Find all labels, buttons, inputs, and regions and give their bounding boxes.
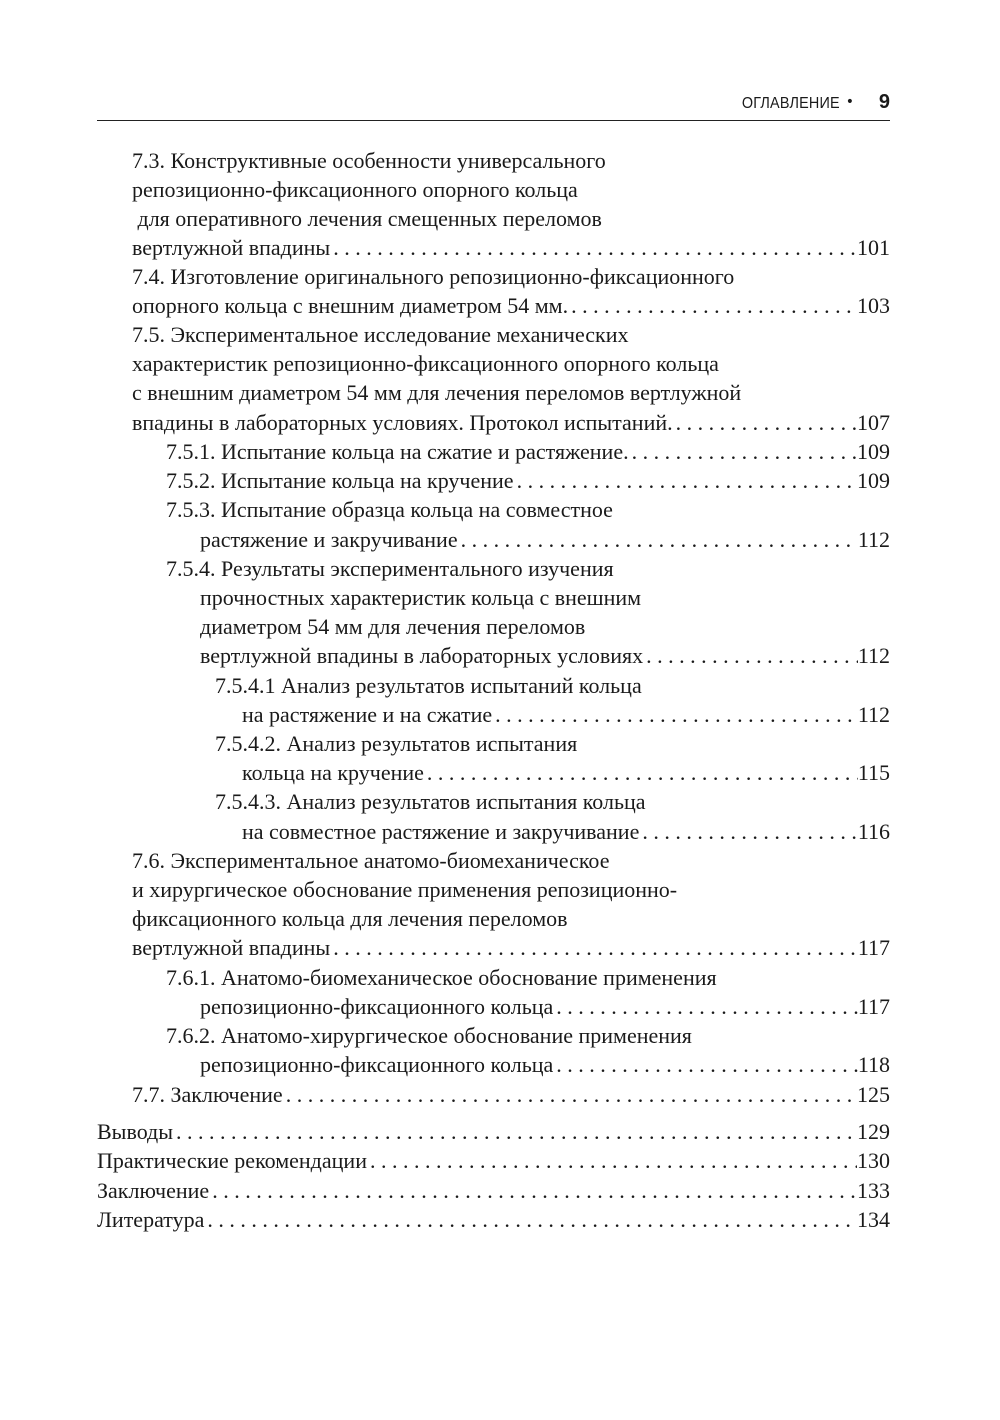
toc-entry-7-5-4-3-line-1: 7.5.4.3. Анализ результатов испытания кольца [215, 789, 646, 814]
toc-entry-7-6-1-line-1: 7.6.1. Анатомо-биомеханическое обоснование применения [166, 965, 717, 990]
toc-entry-7-5-4-3[interactable] [242, 817, 890, 847]
toc-entry-7-6-1[interactable] [200, 992, 890, 1022]
dot-leader [629, 437, 857, 467]
dot-leader [209, 1176, 857, 1206]
toc-page-ref: 109 [857, 439, 890, 464]
dot-leader [492, 700, 858, 730]
page-number: 9 [878, 91, 890, 113]
dot-leader [643, 641, 858, 671]
toc-page-ref: 115 [857, 760, 890, 785]
dot-leader [673, 408, 857, 438]
toc-entry-7-5-4-1-line-1: 7.5.4.1 Анализ результатов испытаний кольца [215, 673, 642, 698]
toc-entry-7-5-4-line-4: вертлужной впадины в лабораторных условиях [200, 643, 644, 668]
toc-entry-7-5-4-2-line-1: 7.5.4.2. Анализ результатов испытания [215, 731, 578, 756]
toc-entry-lit-line-1: Литература [97, 1207, 205, 1232]
toc-entry-7-5-4[interactable] [200, 641, 890, 671]
toc-entry-zakl[interactable] [97, 1176, 890, 1206]
dot-leader [367, 1146, 857, 1176]
toc-entry-7-6-line-2: и хирургическое обоснование применения репозиционно- [132, 877, 678, 902]
toc-page-ref: 107 [857, 410, 890, 435]
toc-page-ref: 129 [857, 1119, 890, 1144]
toc-entry-7-5-line-2: характеристик репозиционно-фиксационного опорного кольца [132, 351, 719, 376]
toc-entry-7-5-4-3-line-2: на совместное растяжение и закручивание [242, 819, 640, 844]
bullet-icon: • [845, 94, 854, 110]
toc-entry-7-5-2[interactable] [166, 466, 890, 496]
toc-entry-7-5-4-2-line-2: кольца на кручение [242, 760, 424, 785]
toc-entry-7-5-3-line-1: 7.5.3. Испытание образца кольца на совместное [166, 497, 613, 522]
toc-entry-7-7-line-1: 7.7. Заключение [132, 1082, 283, 1107]
toc-entry-7-5-4-1-line-2: на растяжение и на сжатие [242, 702, 493, 727]
dot-leader [283, 1080, 857, 1110]
toc-entry-7-5-4-2[interactable] [242, 758, 890, 788]
toc-entry-7-5-4-line-2: прочностных характеристик кольца с внешним [200, 585, 642, 610]
dot-leader [330, 233, 857, 263]
toc-entry-7-5-3-line-2: растяжение и закручивание [200, 527, 458, 552]
toc-entry-7-4-line-1: 7.4. Изготовление оригинального репозиционно-фиксационного [132, 264, 735, 289]
toc-entry-7-3-line-3: для оперативного лечения смещенных переломов [132, 206, 602, 231]
dot-leader [424, 758, 858, 788]
toc-entry-lit[interactable] [97, 1205, 890, 1235]
dot-leader [553, 1050, 858, 1080]
toc-entry-7-5-line-3: с внешним диаметром 54 мм для лечения переломов вертлужной [132, 380, 742, 405]
dot-leader [553, 992, 858, 1022]
toc-entry-7-3[interactable] [132, 233, 890, 263]
toc-page-ref: 112 [857, 702, 890, 727]
toc-page-ref: 116 [857, 819, 890, 844]
toc-entry-7-6-line-1: 7.6. Экспериментальное анатомо-биомеханическое [132, 848, 610, 873]
dot-leader [330, 933, 858, 963]
toc-page-ref: 101 [857, 235, 890, 260]
dot-leader [204, 1205, 857, 1235]
toc-page-ref: 112 [857, 527, 890, 552]
dot-leader [514, 466, 857, 496]
toc-entry-7-5-4-1[interactable] [242, 700, 890, 730]
toc-entry-7-5[interactable] [132, 408, 890, 438]
toc-entry-7-3-line-4: вертлужной впадины [132, 235, 331, 260]
toc-page-ref: 112 [857, 643, 890, 668]
toc-entry-vyvody-line-1: Выводы [97, 1119, 174, 1144]
toc-entry-7-5-3[interactable] [200, 525, 890, 555]
toc-entry-7-6[interactable] [132, 933, 890, 963]
dot-leader [639, 817, 857, 847]
toc-entry-7-6-1-line-2: репозиционно-фиксационного кольца [200, 994, 554, 1019]
toc-entry-7-5-1-line-1: 7.5.1. Испытание кольца на сжатие и растяжение. [166, 439, 629, 464]
toc-entry-7-6-2-line-1: 7.6.2. Анатомо-хирургическое обоснование применения [166, 1023, 692, 1048]
toc-page-ref: 103 [857, 293, 890, 318]
toc-entry-7-6-line-3: фиксационного кольца для лечения переломов [132, 906, 568, 931]
toc-entry-zakl-line-1: Заключение [97, 1178, 210, 1203]
toc-page-ref: 133 [857, 1178, 890, 1203]
toc-entry-7-4-line-2: опорного кольца с внешним диаметром 54 мм. [132, 293, 569, 318]
toc-page-ref: 109 [857, 468, 890, 493]
toc-entry-prakt-line-1: Практические рекомендации [97, 1148, 367, 1173]
toc-page-ref: 117 [857, 935, 890, 960]
running-header-title: ОГЛАВЛЕНИЕ [742, 95, 840, 112]
toc-entry-7-5-line-1: 7.5. Экспериментальное исследование механических [132, 322, 629, 347]
toc-page-ref: 117 [857, 994, 890, 1019]
toc-entry-7-6-line-4: вертлужной впадины [132, 935, 331, 960]
toc-entry-vyvody[interactable] [97, 1117, 890, 1147]
toc-page-ref: 125 [857, 1082, 890, 1107]
toc-entry-7-5-line-4: впадины в лабораторных условиях. Протокол испытаний. [132, 410, 673, 435]
toc-entry-7-3-line-2: репозиционно-фиксационного опорного кольца [132, 177, 578, 202]
dot-leader [458, 525, 858, 555]
toc-page-ref: 134 [857, 1207, 890, 1232]
dot-leader [173, 1117, 857, 1147]
toc-page-ref: 130 [857, 1148, 890, 1173]
toc-entry-7-5-4-line-3: диаметром 54 мм для лечения переломов [200, 614, 586, 639]
toc-entry-7-5-4-line-1: 7.5.4. Результаты экспериментального изучения [166, 556, 614, 581]
toc-entry-7-6-2-line-2: репозиционно-фиксационного кольца [200, 1052, 554, 1077]
toc-entry-7-4[interactable] [132, 291, 890, 321]
toc-entry-7-3-line-1: 7.3. Конструктивные особенности универсального [132, 148, 606, 173]
toc-page-ref: 118 [857, 1052, 890, 1077]
toc-entry-7-6-2[interactable] [200, 1050, 890, 1080]
toc-entry-7-5-2-line-1: 7.5.2. Испытание кольца на кручение [166, 468, 514, 493]
running-header [97, 86, 890, 121]
toc-entry-7-7[interactable] [132, 1080, 890, 1110]
dot-leader [568, 291, 857, 321]
toc-entry-7-5-1[interactable] [166, 437, 890, 467]
toc-entry-prakt[interactable] [97, 1146, 890, 1176]
